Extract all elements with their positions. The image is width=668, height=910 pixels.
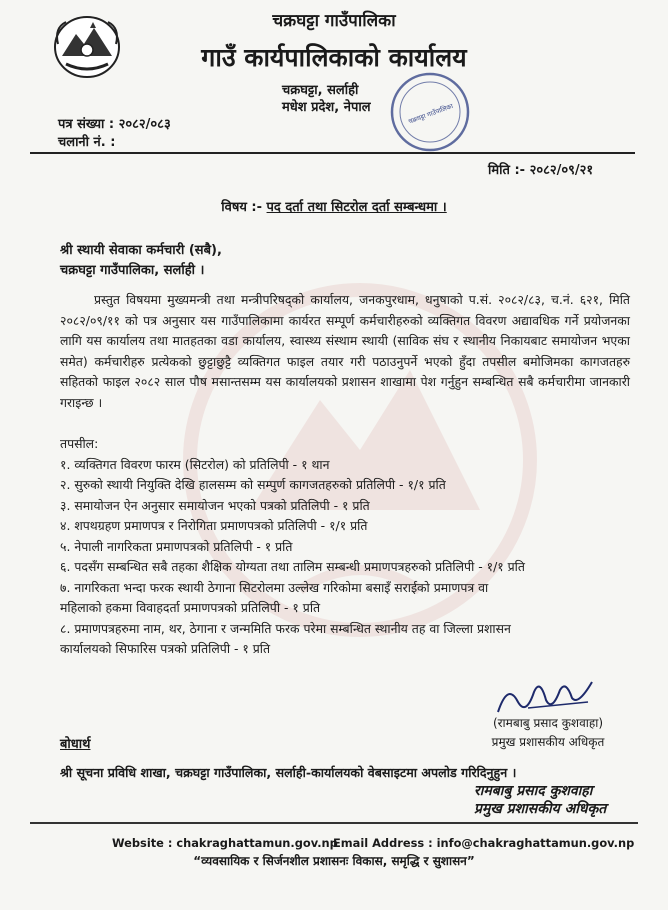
enclosure-list [60,434,640,660]
signatory-title: प्रमुख प्रशासकीय अधिकृत [491,735,605,749]
addressee-line-1: श्री स्थायी सेवाका कर्मचारी (सबै), [60,243,222,258]
province-line: मधेश प्रदेश, नेपाल [282,100,371,115]
stamp-text: चक्रघट्टा गाउँपालिका [407,102,455,126]
subject-prefix: विषय :- [221,200,263,215]
bodharth-line: श्री सूचना प्रविधि शाखा, चक्रघट्टा गाउँपालिका, सर्लाही-कार्यालयको वेबसाइटमा अपलोड गरिदिनुहुन । [60,765,517,780]
office-name: गाउँ कार्यपालिकाको कार्यालय [201,43,467,72]
subject-line [0,197,668,215]
handwritten-name: रामबाबु प्रसाद कुशवाहा [474,783,593,799]
list-item: ५. नेपाली नागरिकता प्रमाणपत्रको प्रतिलिपी - १ प्रति [60,538,293,554]
list-item: ८. प्रमाणपत्रहरुमा नाम, थर, ठेगाना र जन्ममिति फरक परेमा सम्बन्धित स्थानीय तह वा जिल्ला प्रशासन [60,620,511,636]
footer-divider [30,822,638,824]
subject-text: पद दर्ता तथा सिटरोल दर्ता सम्बन्धमा । [266,200,447,215]
office-stamp [388,70,472,154]
office-address [282,82,371,116]
footer-motto: “व्यवसायिक र सिर्जनशील प्रशासनः विकास, समृद्धि र सुशासन” [193,854,475,868]
dispatch-number: चलानी नं. : [58,135,116,150]
handwritten-signatory [474,782,606,818]
addressee-line-2: चक्रघट्टा गाउँपालिका, सर्लाही । [60,263,205,278]
body-paragraph: प्रस्तुत विषयमा मुख्यमन्त्री तथा मन्त्रीपरिषद्को कार्यालय, जनकपुरधाम, धनुषाको प.सं. २०८२/८३, च.नं. ६२१, मिति २०८२/०९/११ को पत्र अनुसार यस गाउँपालिकामा कार्यरत सम्पूर्ण कर्मचारीहरुको व्यक्तिगत विवरण अद्यावधिक गर्ने प्रयोजनका लागि यस कार्यालय तथा मातहतका वडा कार्यालय, स्वास्थ्य संस्थाम स्थायी (साविक संघ र स्थानीय निकायबाट समायोजन भएका समेत) कर्मचारीहरु प्रत्येकको छुट्टाछुट्टै व्यक्तिगत फाइल तयार गरी पठाउनुपर्ने भएको हुँदा तपसील बमोजिमका कागजतहरु सहितको फाइल २०८२ साल पौष मसान्तसम्म यस कार्यालयको प्रशासन शाखामा पेश गर्नुहुन सम्बन्धित सबै कर्मचारीमा जानकारी गराइन्छ । [60,292,630,410]
signature [488,672,608,720]
list-heading: तपसील: [60,436,99,451]
letter-date: मिति :- २०८२/०९/२१ [488,163,594,178]
bodharth-label: बोधार्थ [60,737,91,752]
list-item: १. व्यक्तिगत विवरण फारम (सिटरोल) को प्रतिलिपी - १ थान [60,456,330,472]
list-item: ६. पदसँग सम्बन्धित सबै तहका शैक्षिक योग्यता तथा तालिम सम्बन्धी प्रमाणपत्रहरुको प्रतिलिपी - १/१ प्रति [60,559,525,574]
letter-number: पत्र संख्या : २०८२/०८३ [58,117,171,132]
reference-block [58,116,171,152]
list-item: ४. शपथग्रहण प्रमाणपत्र र निरोगिता प्रमाणपत्रको प्रतिलिपी - १/१ प्रति [60,518,368,533]
list-item: ३. समायोजन ऐन अनुसार समायोजन भएको पत्रको प्रतिलिपी - १ प्रति [60,497,370,513]
signatory-name: (रामबाबु प्रसाद कुशवाहा) [492,716,604,730]
place-line: चक्रघट्टा, सर्लाही [282,83,359,98]
municipality-name: चक्रघट्टा गाउँपालिका [272,11,396,31]
list-item: ७. नागरिकता भन्दा फरक स्थायी ठेगाना सिटरोलमा उल्लेख गरिकोमा बसाइँ सराईको प्रमाणपत्र वा [60,579,489,595]
footer-website: Website : chakraghattamun.gov.np [112,836,338,850]
list-item: कार्यालयको सिफारिस पत्रको प्रतिलिपी - १ प्रति [60,641,271,656]
footer-email: Email Address : info@chakraghattamun.gov.np [333,836,635,850]
header-divider [30,152,635,154]
handwritten-title: प्रमुख प्रशासकीय अधिकृत [474,801,607,817]
list-item: महिलाको हकमा विवाहदर्ता प्रमाणपत्रको प्रतिलिपी - १ प्रति [60,600,321,615]
signatory-block [478,714,618,752]
list-item: २. सुरुको स्थायी नियुक्ति देखि हालसम्म को सम्पुर्ण कागजतहरुको प्रतिलिपी - १/१ प्रति [60,477,446,492]
addressee [60,241,222,281]
